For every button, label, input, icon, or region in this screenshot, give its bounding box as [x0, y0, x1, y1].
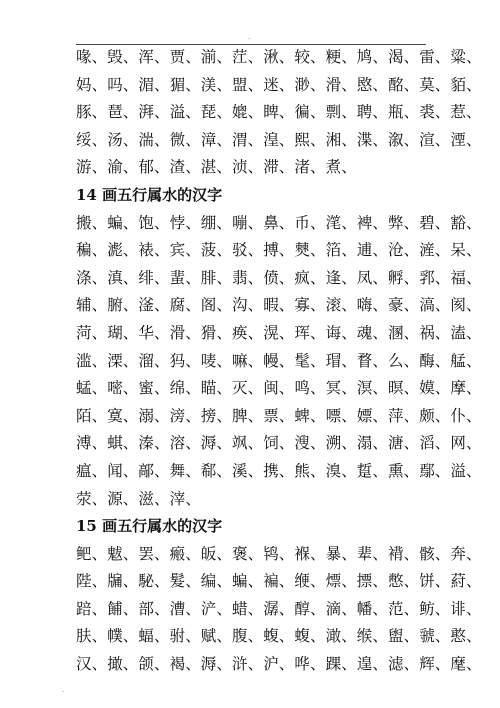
section-15-heading: 15 画五行属水的汉字	[76, 517, 223, 536]
header-mark: .	[248, 32, 251, 41]
char-line: 搬、蝙、饱、悖、绷、嘣、鼻、币、滗、裨、弊、碧、豁、	[76, 213, 482, 232]
char-line: 稨、滮、裱、宾、菠、驳、搏、僰、箔、逋、沧、滻、呆、	[76, 241, 482, 260]
char-line: 喙、毁、浑、贾、湔、茳、湫、较、粳、鸠、渴、雷、粱、	[76, 48, 482, 66]
char-line: 肤、幞、蝠、驸、赋、腹、蝮、蝮、澉、缑、盥、虢、憨、	[76, 627, 482, 646]
char-line: 瘟、闻、鄗、舞、郗、溪、携、熊、溴、踅、熏、鄢、溢、	[76, 461, 482, 480]
char-line: 蜢、嘧、蜜、绵、瞄、灭、闽、鸣、冥、溟、暝、嫫、摩、	[76, 379, 482, 398]
footer-mark: .	[62, 685, 65, 694]
char-list-block-1	[76, 44, 482, 182]
char-line: 游、渝、郁、渣、湛、浈、滞、渚、煮、	[76, 158, 357, 177]
char-line: 陌、寞、溺、滂、搒、脾、票、蜱、嘌、嫖、萍、颇、仆、	[76, 406, 482, 425]
char-line: 荥、源、滋、滓、	[76, 489, 201, 508]
char-line: 菏、瑚、华、滑、猾、痪、滉、珲、诲、魂、溷、祸、溘、	[76, 323, 482, 342]
document-body	[76, 44, 482, 679]
char-line: 滥、溧、溜、犸、唛、嘛、幔、髦、瑁、瞀、么、酶、艋、	[76, 351, 482, 370]
char-line: 妈、吗、湄、猸、渼、盟、迷、渺、滑、愍、酩、莫、貊、	[76, 75, 482, 94]
char-list-block-3	[76, 541, 482, 679]
char-line: 踣、餔、部、漕、浐、蜡、潺、醇、滴、幡、范、鲂、诽、	[76, 599, 482, 618]
char-line: 涤、滇、绯、蜚、腓、翡、偾、疯、逢、凤、孵、郛、福、	[76, 268, 482, 287]
char-line: 陛、牖、駜、髮、编、蝙、褊、缏、熛、摽、憋、饼、葤、	[76, 572, 482, 591]
char-line: 绥、汤、湍、微、漳、渭、湟、熙、湘、渫、溆、渲、湮、	[76, 130, 482, 149]
char-line: 辅、腑、滏、腐、阁、沟、暇、寡、滚、嗨、豪、滈、阂、	[76, 296, 482, 315]
char-line: 汉、撖、颌、褐、溽、浒、沪、哗、踝、遑、滤、辉、麾、	[76, 655, 482, 674]
section-14-heading: 14 画五行属水的汉字	[76, 185, 223, 204]
char-list-block-2	[76, 210, 482, 514]
char-line: 豚、琶、湃、溢、琵、媲、睥、徧、剽、聘、瓶、裘、惹、	[76, 103, 482, 122]
char-line: 溥、蜞、溱、溶、溽、飒、饲、溲、溯、溻、溏、滔、网、	[76, 434, 482, 453]
char-line: 鲃、魃、罢、瘢、皈、褒、鸨、褓、暴、辈、褙、骸、奔、	[76, 544, 482, 563]
